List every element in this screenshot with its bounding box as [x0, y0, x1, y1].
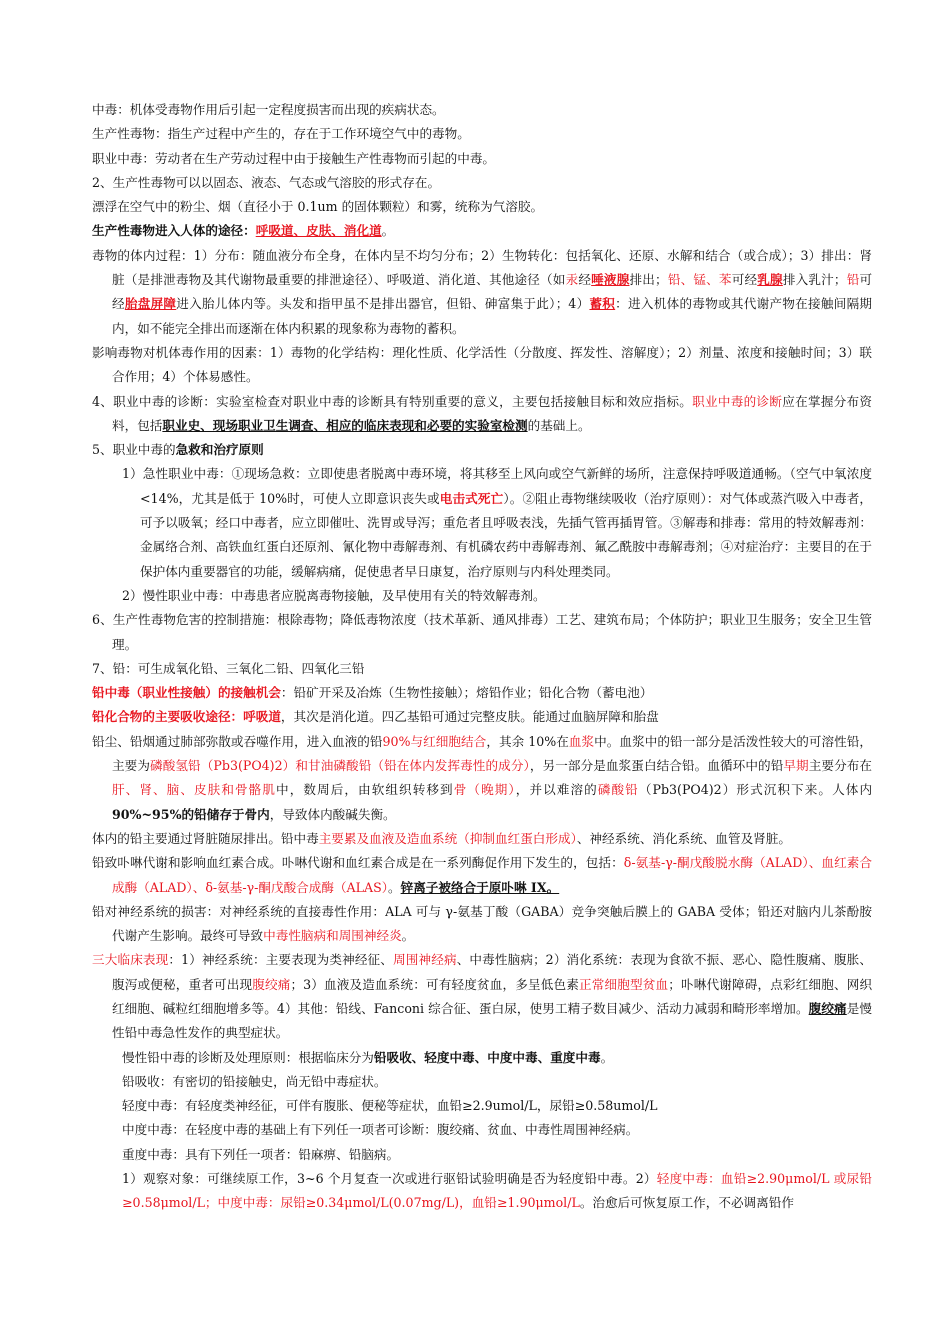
text-run: 铅 — [846, 272, 860, 288]
text-run: 。 — [381, 223, 395, 239]
text-run: 铅吸收：有密切的铅接触史，尚无铅中毒症状。 — [122, 1073, 387, 1089]
text-run: 可经 — [112, 272, 873, 312]
text-run: 腹绞痛 — [808, 1000, 847, 1016]
text-run: 、中毒性脑病；2）消化系统：表现为食欲不振、恶心、隐性腹痛、腹胀、腹泻或便秘，重者可出现 — [112, 952, 873, 992]
text-run: 磷酸铅 — [597, 782, 639, 798]
text-run: 排出； — [629, 272, 668, 288]
text-run: 毒物的体内过程：1）分布：随血液分布全身，在体内呈不均匀分布；2）生物转化：包括氧化、还原、水解和结合（或合成）；3）排出：肾脏（是排泄毒物及其代谢物最重要的排泄途径）、呼吸道、消化道、其他途径（如 — [92, 247, 872, 288]
text-run: δ-氨基-γ-酮戊酸脱水酶（ALAD）、血红素合成酶（ALAD）、δ-氨基-γ-酮戊酸合成酶（ALAS） — [112, 855, 872, 895]
text-run: 体内的铅主要通过肾脏随尿排出。铅中毒 — [92, 830, 319, 846]
text-run: 急救和治疗原则 — [175, 442, 264, 458]
text-run: 正常细胞型贫血 — [578, 976, 669, 992]
paragraph — [92, 900, 872, 949]
text-run: 2、生产性毒物可以以固态、液态、气态或气溶胶的形式存在。 — [92, 174, 441, 190]
text-run: 铅化合物的主要吸收途径：呼吸道 — [92, 709, 281, 725]
text-run: 职业中毒：劳动者在生产劳动过程中由于接触生产性毒物而引起的中毒。 — [92, 150, 495, 166]
text-run: 主要累及血液及造血系统（抑制血红蛋白形成） — [318, 830, 577, 846]
paragraph — [92, 681, 872, 705]
text-run: 肝、肾、脑、皮肤和骨骼肌 — [112, 782, 277, 798]
text-run: 是慢性铅中毒急性发作的典型症状。 — [112, 1000, 873, 1041]
text-run: 唾液腺 — [591, 272, 630, 288]
text-run: 1）观察对象：可继续原工作，3~6 个月复查一次或进行驱铅试验明确是否为轻度铅中毒。2） — [122, 1171, 657, 1187]
text-run: 汞 — [565, 272, 579, 288]
paragraph — [92, 1167, 872, 1216]
paragraph — [92, 948, 872, 1045]
text-run: 、神经系统、消化系统、血管及肾脏。 — [576, 830, 791, 846]
paragraph — [92, 705, 872, 729]
paragraph — [92, 1143, 872, 1167]
paragraph — [92, 98, 872, 122]
text-run: 可经 — [731, 272, 758, 288]
text-run: 骨（晚期） — [453, 782, 516, 798]
paragraph — [92, 827, 872, 851]
text-run: 呼吸道、皮肤、消化道 — [255, 223, 382, 239]
text-run: 铅尘、铅烟通过肺部弥散或吞噬作用，进入血液的铅 — [92, 733, 383, 749]
text-run: 铅对神经系统的损害：对神经系统的直接毒性作用：ALA 可与 γ-氨基丁酸（GABA）竞争突触后膜上的 GABA 受体；铅还对脑内儿茶酚胺代谢产生影响。最终可导致 — [92, 903, 872, 944]
text-run: 职业史、现场职业卫生调查、相应的临床表现和必要的实验室检测 — [162, 417, 528, 433]
text-run: ，其余 10%在 — [486, 733, 569, 749]
text-run: 7、铅：可生成氧化铅、三氧化二铅、四氧化三铅 — [92, 660, 365, 676]
paragraph — [92, 219, 872, 243]
text-run: 蓄积 — [589, 296, 616, 312]
paragraph — [92, 341, 872, 390]
text-run: 铅、锰、苯 — [667, 272, 732, 288]
text-run: 经 — [578, 272, 592, 288]
paragraph — [92, 438, 872, 462]
text-run: 中，数周后，由软组织转移到 — [276, 782, 454, 798]
text-run: 早期 — [783, 758, 809, 774]
text-run: 重度中毒：具有下列任一项者：铅麻痹、铅脑病。 — [122, 1146, 400, 1162]
text-run: 生产性毒物：指生产过程中产生的，存在于工作环境空气中的毒物。 — [92, 126, 470, 142]
text-run: 4、职业中毒的诊断：实验室检查对职业中毒的诊断具有特别重要的意义，主要包括接触目标和效应指标。 — [92, 393, 693, 409]
paragraph — [92, 244, 872, 341]
paragraph — [92, 1094, 872, 1118]
text-run: 中毒：机体受毒物作用后引起一定程度损害而出现的疾病状态。 — [92, 102, 445, 117]
text-run: 主要分布在 — [808, 758, 873, 774]
text-run: 生产性毒物进入人体的途径： — [92, 223, 256, 239]
paragraph — [92, 147, 872, 171]
text-run: 90%~95%的铅储存于骨内 — [112, 806, 270, 822]
text-run: 90%与红细胞结合 — [382, 733, 487, 749]
text-run: 。 — [388, 879, 401, 895]
text-run: 乳腺 — [757, 272, 783, 288]
text-run: 进入胎儿体内等。头发和指甲虽不是排出器官，但铅、砷富集于此）；4） — [176, 296, 590, 312]
text-run: 血浆 — [568, 733, 595, 749]
text-run: 中度中毒：在轻度中毒的基础上有下列任一项者可诊断：腹绞痛、贫血、中毒性周围神经病。 — [122, 1122, 639, 1138]
paragraph — [92, 195, 872, 219]
text-run: ：铅矿开采及冶炼（生物性接触）；熔铅作业；铅化合物（蓄电池） — [280, 685, 653, 701]
text-run: ：进入机体的毒物或其代谢产物在接触间隔期内，如不能完全排出而逐渐在体内积累的现象称为毒物的蓄积。 — [112, 296, 873, 336]
paragraph — [92, 1070, 872, 1094]
paragraph — [92, 462, 872, 583]
text-run: （Pb3(PO4)2）形式沉积下来。人体内 — [638, 782, 873, 798]
text-run: 排入乳汁； — [782, 272, 847, 288]
paragraph — [92, 171, 872, 195]
text-run: ；3）血液及造血系统：可有轻度贫血，多呈低色素 — [290, 976, 579, 992]
text-run: 1）急性职业中毒：①现场急救：立即使患者脱离中毒环境，将其移至上风向或空气新鲜的场所，注意保持呼吸道通畅。（空气中氧浓度<14%，尤其是低于 10%时，可使人立即意识丧失或 — [122, 466, 872, 506]
text-run: 应在掌握分布资料，包括 — [112, 393, 873, 433]
text-run: 6、生产性毒物危害的控制措施：根除毒物；降低毒物浓度（技术革新、通风排毒）工艺、建筑布局；个体防护；职业卫生服务；安全卫生管理。 — [92, 612, 872, 652]
text-run: 慢性铅中毒的诊断及处理原则：根据临床分为 — [122, 1049, 374, 1065]
text-run: 2）慢性职业中毒：中毒患者应脱离毒物接触，及早使用有关的特效解毒剂。 — [122, 587, 546, 603]
text-run: 职业中毒的诊断 — [692, 393, 783, 409]
paragraph — [92, 584, 872, 608]
text-run: 周围神经病 — [393, 952, 457, 968]
text-run: ；卟啉代谢障碍，点彩红细胞、网织红细胞、碱粒红细胞增多等。4）其他：铅线、Fanconi 综合征、蛋白尿，使男工精子数目减少、活动力减弱和畸形率增加。 — [112, 976, 873, 1016]
text-run: 中毒性脑病和周围神经炎 — [263, 928, 402, 944]
text-run: 胎盘屏障 — [124, 296, 177, 312]
text-run: 中。血浆中的铅一部分是活泼性较大的可溶性铅，主要为 — [112, 733, 873, 774]
paragraph — [92, 1046, 872, 1070]
paragraph — [92, 730, 872, 827]
text-run: 三大临床表现 — [92, 952, 169, 968]
text-run: ）。②阻止毒物继续吸收（治疗原则）：对气体或蒸汽吸入中毒者，可予以吸氧；经口中毒者，应立即催吐、洗胃或导泻；重危者且呼吸表浅，先插气管再插胃管。③解毒和排毒：常用的特效解毒剂：金属络合剂、高铁血红蛋白还原剂、氰化物中毒解毒剂、有机磷农药中毒解毒剂、氟乙酰胺中毒解毒剂；④对症治疗：主要目的在于保护体内重要器官的功能，缓解病痛，促使患者早日康复，治疗原则与内科处理类同。 — [140, 490, 873, 579]
text-run: 铅致卟啉代谢和影响血红素合成。卟啉代谢和血红素合成是在一系列酶促作用下发生的，包括： — [92, 855, 624, 871]
paragraph — [92, 122, 872, 146]
text-run: 5、职业中毒的 — [92, 442, 176, 458]
text-run: 锌离子被络合于原卟啉 IX。 — [400, 879, 560, 895]
paragraph — [92, 608, 872, 657]
paragraph — [92, 1118, 872, 1142]
text-run: 轻度中毒：有轻度类神经征，可伴有腹胀、便秘等症状，血铅≥2.9umol/L，尿铅≥0.58umol/L — [122, 1098, 658, 1114]
text-run: 影响毒物对机体毒作用的因素：1）毒物的化学结构：理化性质、化学活性（分散度、挥发性、溶解度）；2）剂量、浓度和接触时间；3）联合作用；4）个体易感性。 — [92, 344, 872, 385]
text-run: 磷酸氢铅（Pb3(PO4)2）和甘油磷酸铅（铅在体内发挥毒性的成分） — [150, 758, 530, 774]
text-run: 漂浮在空气中的粉尘、烟（直径小于 0.1um 的固体颗粒）和雾，统称为气溶胶。 — [92, 199, 544, 215]
text-run: ，并以难溶的 — [515, 782, 598, 798]
text-run: 腹绞痛 — [252, 976, 291, 992]
text-run: 。 — [600, 1049, 614, 1065]
text-run: 轻度中毒：血铅≥2.90μmol/L 或尿铅≥0.58μmol/L；中度中毒：尿铅≥0.34μmol/L(0.07mg/L)，血铅≥1.90μmol/L — [122, 1171, 872, 1211]
text-run: ，其次是消化道。四乙基铅可通过完整皮肤。能通过血脑屏障和胎盘 — [280, 709, 659, 725]
paragraph — [92, 657, 872, 681]
text-run: 电击式死亡 — [439, 490, 504, 506]
text-run: 铅中毒（职业性接触）的接触机会 — [92, 685, 281, 701]
text-run: 。治愈后可恢复原工作，不必调离铅作 — [579, 1195, 794, 1211]
text-run: ，导致体内酸碱失衡。 — [269, 806, 396, 822]
text-run: 的基础上。 — [527, 417, 591, 433]
paragraph — [92, 851, 872, 900]
paragraph — [92, 390, 872, 439]
text-run: ：1）神经系统：主要表现为类神经征、 — [168, 952, 394, 968]
text-run: 铅吸收、轻度中毒、中度中毒、重度中毒 — [373, 1049, 601, 1065]
document-body — [92, 98, 872, 1216]
text-run: 。 — [401, 928, 415, 944]
text-run: ，另一部分是血浆蛋白结合铅。血循环中的铅 — [529, 758, 784, 774]
